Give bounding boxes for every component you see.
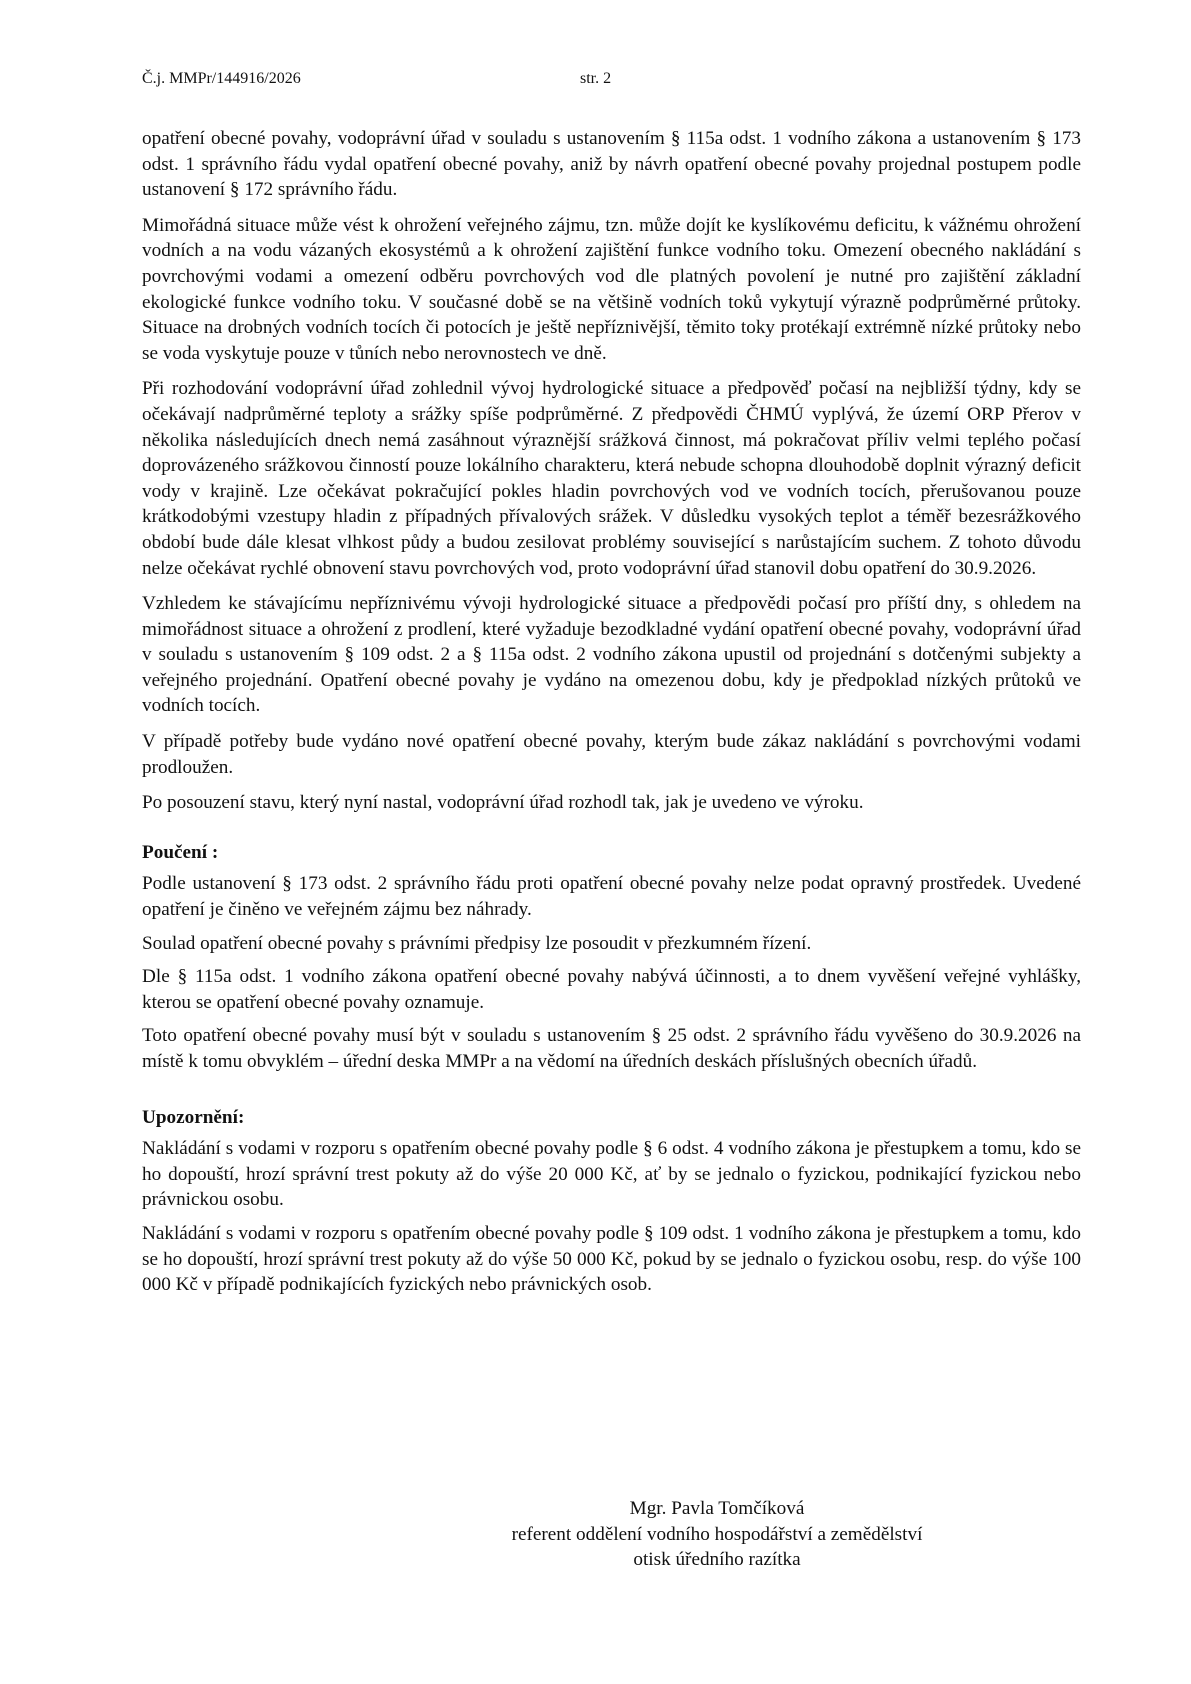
pouceni-heading: Poučení : [142,841,219,863]
document-body [142,126,1081,1306]
signature-block [482,1496,952,1573]
pouceni-paragraph: Podle ustanovení § 173 odst. 2 správního řádu proti opatření obecné povahy nelze podat opravný prostředek. Uvedené opatření je činěno ve veřejném zájmu bez náhrady. [142,873,1081,921]
reference-number: Č.j. MMPr/144916/2026 [142,70,301,87]
upozorneni-paragraph: Nakládání s vodami v rozporu s opatřením obecné povahy podle § 109 odst. 1 vodního zákona je přestupkem a tomu, kdo se ho dopouští, hrozí správní trest pokuty až do výše 50 000 Kč, pokud by se jednalo o fyzickou osobu, resp. do výše 100 000 Kč v případě podnikajících fyzických nebo právnických osob. [142,1222,1081,1296]
page-number: str. 2 [580,70,612,87]
page-header [142,70,1082,94]
signatory-name: Mgr. Pavla Tomčíková [629,1498,805,1519]
paragraph: Po posouzení stavu, který nyní nastal, vodoprávní úřad rozhodl tak, jak je uvedeno ve výroku. [142,792,864,814]
stamp-note: otisk úředního razítka [633,1549,801,1571]
pouceni-paragraph: Soulad opatření obecné povahy s právními předpisy lze posoudit v přezkumném řízení. [142,932,812,954]
paragraph: Vzhledem ke stávajícímu nepříznivému vývoji hydrologické situace a předpovědi počasí pro příští dny, s ohledem na mimořádnost situace a ohrožení z prodlení, které vyžaduje bezodkladné vydání opatření obecné povahy, vodoprávní úřad v souladu s ustanovením § 109 odst. 2 a § 115a odst. 2 vodního zákona upustil od projednání s dotčenými subjekty a veřejného projednání. Opatření obecné povahy je vydáno na omezenou dobu, kdy je předpoklad nízkých průtoků ve vodních tocích. [142,593,1081,717]
upozorneni-paragraph: Nakládání s vodami v rozporu s opatřením obecné povahy podle § 6 odst. 4 vodního zákona je přestupkem a tomu, kdo se ho dopouští, hrozí správní trest pokuty až do výše 20 000 Kč, ať by se jednalo o fyzickou, podnikající fyzickou nebo právnickou osobu. [142,1138,1081,1211]
paragraph: Při rozhodování vodoprávní úřad zohlednil vývoj hydrologické situace a předpověď počasí na nejbližší týdny, kdy se očekávají nadprůměrné teploty a srážky spíše podprůměrné. Z předpovědi ČHMÚ vyplývá, že území ORP Přerov v několika následujících dnech nemá zasáhnout výraznější srážková činnost, má pokračovat příliv velmi teplého počasí doprovázeného srážkovou činností pouze lokálního charakteru, která nebude schopna dlouhodobě doplnit výrazný deficit vody v krajině. Lze očekávat pokračující pokles hladin povrchových vod ve vodních tocích, přerušovanou pouze krátkodobými vzestupy hladin z případných přívalových srážek. V důsledku vysokých teplot a téměř bezesrážkového období bude dále klesat vlhkost půdy a budou zesilovat problémy související s narůstajícím suchem. Z tohoto důvodu nelze očekávat rychlé obnovení stavu povrchových vod, proto vodoprávní úřad stanovil dobu opatření do 30.9.2026. [142,378,1081,579]
pouceni-paragraph: Dle § 115a odst. 1 vodního zákona opatření obecné povahy nabývá účinnosti, a to dnem vyvěšení veřejné vyhlášky, kterou se opatření obecné povahy oznamuje. [142,966,1081,1013]
paragraph: Mimořádná situace může vést k ohrožení veřejného zájmu, tzn. může dojít ke kyslíkovému deficitu, k vážnému ohrožení vodních a na vodu vázaných ekosystémů a k ohrožení zajištění funkce vodního toku. Omezení obecného nakládání s povrchovými vodami a omezení odběru povrchových vod dle platných povolení je nutné pro zajištění základní ekologické funkce vodního toku. V současné době se na většině vodních toků vykytují výrazně podprůměrné průtoky. Situace na drobných vodních tocích či potocích je ještě nepříznivější, těmito toky protékají extrémně nízké průtoky nebo se voda vyskytuje pouze v tůních nebo nerovnostech ve dně. [142,214,1081,364]
paragraph: opatření obecné povahy, vodoprávní úřad v souladu s ustanovením § 115a odst. 1 vodního zákona a ustanovením § 173 odst. 1 správního řádu vydal opatření obecné povahy, aniž by návrh opatření obecné povahy projednal postupem podle ustanovení § 172 správního řádu. [142,128,1081,201]
upozorneni-heading: Upozornění: [142,1106,245,1128]
paragraph: V případě potřeby bude vydáno nové opatření obecné povahy, kterým bude zákaz nakládání s povrchovými vodami prodloužen. [142,731,1081,778]
signatory-position: referent oddělení vodního hospodářství a zemědělství [511,1523,923,1545]
pouceni-paragraph: Toto opatření obecné povahy musí být v souladu s ustanovením § 25 odst. 2 správního řádu vyvěšeno do 30.9.2026 na místě k tomu obvyklém – úřední deska MMPr a na vědomí na úředních deskách příslušných obecních úřadů. [142,1025,1081,1072]
